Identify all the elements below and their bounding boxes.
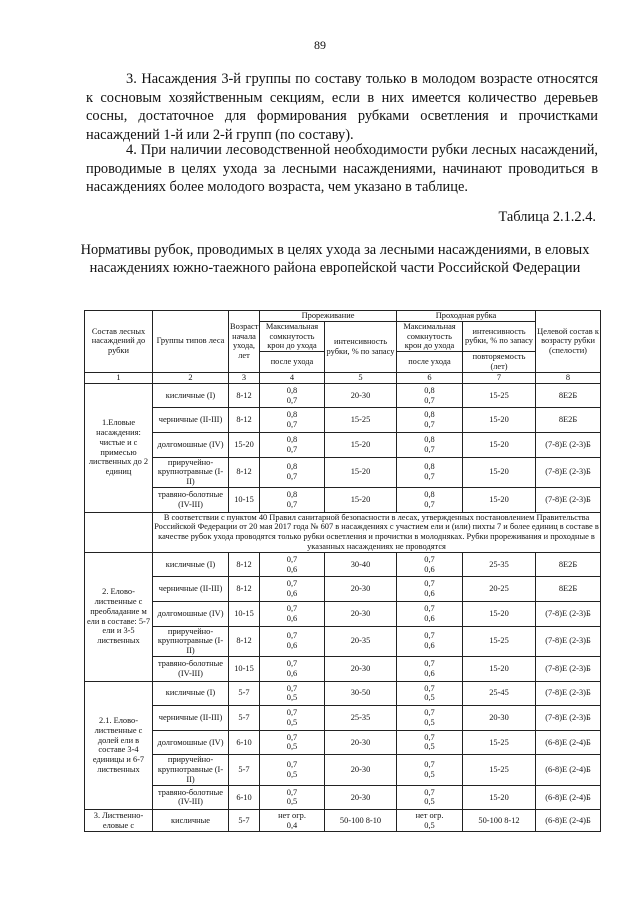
target-composition-cell: (7-8)Е (2-3)Б xyxy=(536,626,601,656)
table-row xyxy=(85,785,601,810)
norms-table xyxy=(84,310,601,832)
passage-density-cell-before: 0,8 xyxy=(424,462,435,472)
passage-density-cell-after: 0,5 xyxy=(424,769,435,779)
thinning-intensity-cell: 20-30 xyxy=(325,785,397,810)
passage-density-cell xyxy=(397,706,463,731)
target-composition-cell: (6-8)Е (2-4)Б xyxy=(536,785,601,810)
age-start-cell: 15-20 xyxy=(229,432,260,457)
target-composition-cell: 8Е2Б xyxy=(536,383,601,408)
table-reference: Таблица 2.1.2.4. xyxy=(498,209,596,225)
passage-intensity-cell: 15-25 xyxy=(463,730,536,755)
age-start-cell: 10-15 xyxy=(229,656,260,681)
thinning-density-cell xyxy=(260,681,325,706)
age-start-cell: 8-12 xyxy=(229,577,260,602)
age-start-cell: 6-10 xyxy=(229,785,260,810)
table-title: Нормативы рубок, проводимых в целях ухода за лесными насаждениями, в еловых насаждениях южно-таежного района европейской части Российской Федерации xyxy=(80,242,590,277)
passage-density-cell-after: 0,7 xyxy=(424,444,435,454)
col-number: 5 xyxy=(325,372,397,383)
age-start-cell: 8-12 xyxy=(229,626,260,656)
forest-type-cell: приручейно-крупнотравные (I-II) xyxy=(153,626,229,656)
target-composition-cell: 8Е2Б xyxy=(536,552,601,577)
table-row xyxy=(85,656,601,681)
header-thinning: Прореживание xyxy=(260,311,397,322)
thinning-density-cell xyxy=(260,755,325,785)
passage-density-cell-after: 0,7 xyxy=(424,395,435,405)
age-start-cell: 6-10 xyxy=(229,730,260,755)
passage-density-cell-before: 0,7 xyxy=(424,683,435,693)
passage-density-cell xyxy=(397,457,463,487)
composition-cell: 2. Елово-лиственные с преобладание м ели в составе: 5-7 ели и 3-5 лиственных xyxy=(85,552,153,681)
passage-density-cell-after: 0,7 xyxy=(424,420,435,430)
passage-density-cell-after: 0,5 xyxy=(424,717,435,727)
col-number: 8 xyxy=(536,372,601,383)
age-start-cell: 8-12 xyxy=(229,408,260,433)
thinning-intensity-cell: 25-35 xyxy=(325,706,397,731)
thinning-density-cell-after: 0,5 xyxy=(286,742,298,752)
thinning-intensity-cell: 20-30 xyxy=(325,383,397,408)
passage-density-cell-before: 0,7 xyxy=(424,787,435,797)
table-row xyxy=(85,730,601,755)
table-row xyxy=(85,552,601,577)
thinning-intensity-cell: 20-30 xyxy=(325,601,397,626)
passage-intensity-cell: 15-20 xyxy=(463,487,536,512)
thinning-density-cell xyxy=(260,457,325,487)
passage-density-cell-after: 0,6 xyxy=(424,641,435,651)
forest-type-cell: черничные (II-III) xyxy=(153,577,229,602)
note-row xyxy=(85,512,601,552)
paragraph-4-text: 4. При наличии лесоводственной необходимости рубки лесных насаждений, проводимые в целях ухода за лесными насаждениями, начинают проводиться в насаждениях более молодого возраста, чем указано в таблице. xyxy=(86,142,598,196)
thinning-density-cell-before: 0,7 xyxy=(286,631,298,641)
thinning-density-cell xyxy=(260,730,325,755)
table-row xyxy=(85,601,601,626)
passage-density-cell xyxy=(397,432,463,457)
target-composition-cell: (6-8)Е (2-4)Б xyxy=(536,730,601,755)
passage-density-cell xyxy=(397,785,463,810)
thinning-density-cell-after: 0,7 xyxy=(286,472,298,482)
passage-intensity-cell: 25-45 xyxy=(463,681,536,706)
target-composition-cell: 8Е2Б xyxy=(536,408,601,433)
header-t-intensity: интенсивность рубки, % по запасу xyxy=(325,321,397,372)
header-target: Целевой состав к возрасту рубки (спелости) xyxy=(536,311,601,373)
column-numbers-row xyxy=(85,372,601,383)
passage-density-cell-before: 0,7 xyxy=(424,603,435,613)
thinning-intensity-cell: 20-30 xyxy=(325,577,397,602)
thinning-density-cell xyxy=(260,577,325,602)
thinning-density-cell-before: 0,8 xyxy=(286,489,298,499)
col-number: 3 xyxy=(229,372,260,383)
passage-intensity-cell: 20-30 xyxy=(463,706,536,731)
passage-density-cell-after: 0,5 xyxy=(424,742,435,752)
target-composition-cell: (7-8)Е (2-3)Б xyxy=(536,601,601,626)
table-header xyxy=(85,311,601,384)
target-composition-cell: (6-8)Е (2-4)Б xyxy=(536,755,601,785)
thinning-density-cell-before: 0,7 xyxy=(286,579,298,589)
header-forest-types: Группы типов леса xyxy=(153,311,229,373)
forest-type-cell: кисличные (I) xyxy=(153,552,229,577)
target-composition-cell: (7-8)Е (2-3)Б xyxy=(536,457,601,487)
forest-type-cell: кисличные (I) xyxy=(153,681,229,706)
header-t-max-density: Максимальная сомкнутость крон до ухода xyxy=(260,321,325,351)
passage-density-cell-before: 0,7 xyxy=(424,658,435,668)
passage-density-cell xyxy=(397,626,463,656)
thinning-density-cell-after: 0,5 xyxy=(286,797,298,807)
target-composition-cell: (6-8)Е (2-4)Б xyxy=(536,810,601,832)
sanitary-rules-note: В соответствии с пунктом 40 Правил санитарной безопасности в лесах, утвержденных постановлением Правительства Российской Федерации от 20 мая 2017 года № 607 в насаждениях с участием ели и (или) пихты 7 и более единиц в составе в качестве рубок ухода проводятся только рубки осветления и прочистки в молодняках. Рубки прореживания и проходные в указанных насаждениях не проводятся xyxy=(154,512,599,551)
header-composition: Состав лесных насаждений до рубки xyxy=(85,311,153,373)
thinning-intensity-cell: 15-20 xyxy=(325,457,397,487)
thinning-density-cell-before: 0,8 xyxy=(286,410,298,420)
table-row xyxy=(85,408,601,433)
thinning-density-cell-after: 0,6 xyxy=(286,589,298,599)
thinning-density-cell-before: 0,7 xyxy=(286,554,298,564)
passage-density-cell xyxy=(397,755,463,785)
passage-density-cell-before: 0,8 xyxy=(424,385,435,395)
thinning-density-cell-after: 0,4 xyxy=(286,820,298,830)
thinning-intensity-cell: 20-35 xyxy=(325,626,397,656)
header-passage: Проходная рубка xyxy=(397,311,536,322)
passage-density-cell xyxy=(397,577,463,602)
passage-density-cell-after: 0,7 xyxy=(424,472,435,482)
target-composition-cell: (7-8)Е (2-3)Б xyxy=(536,706,601,731)
age-start-cell: 8-12 xyxy=(229,457,260,487)
passage-density-cell-after: 0,7 xyxy=(424,499,435,509)
passage-density-cell xyxy=(397,487,463,512)
age-start-cell: 5-7 xyxy=(229,755,260,785)
passage-intensity-cell: 15-20 xyxy=(463,432,536,457)
forest-type-cell: кисличные (I) xyxy=(153,383,229,408)
passage-intensity-cell: 15-20 xyxy=(463,408,536,433)
thinning-density-cell-after: 0,7 xyxy=(286,444,298,454)
passage-density-cell xyxy=(397,408,463,433)
thinning-density-cell xyxy=(260,601,325,626)
target-composition-cell: (7-8)Е (2-3)Б xyxy=(536,487,601,512)
thinning-intensity-cell: 30-40 xyxy=(325,552,397,577)
forest-type-cell: черничные (II-III) xyxy=(153,706,229,731)
header-age-start: Возраст начала ухода, лет xyxy=(229,311,260,373)
forest-type-cell: долгомошные (IV) xyxy=(153,730,229,755)
thinning-density-cell-after: 0,7 xyxy=(286,395,298,405)
passage-density-cell-before: 0,7 xyxy=(424,760,435,770)
passage-density-cell-after: 0,6 xyxy=(424,613,435,623)
passage-intensity-cell: 15-20 xyxy=(463,601,536,626)
table-row xyxy=(85,810,601,832)
thinning-density-cell-before: 0,7 xyxy=(286,683,298,693)
age-start-cell: 10-15 xyxy=(229,487,260,512)
table-row xyxy=(85,457,601,487)
passage-density-cell xyxy=(397,601,463,626)
col-number: 2 xyxy=(153,372,229,383)
thinning-density-cell-after: 0,6 xyxy=(286,668,298,678)
page-number: 89 xyxy=(314,38,326,52)
table-row xyxy=(85,755,601,785)
forest-type-cell: долгомошные (IV) xyxy=(153,432,229,457)
thinning-density-cell xyxy=(260,552,325,577)
header-p-after: после ухода xyxy=(397,352,463,373)
passage-density-cell xyxy=(397,552,463,577)
passage-density-cell-before: 0,7 xyxy=(424,708,435,718)
passage-density-cell xyxy=(397,730,463,755)
thinning-density-cell-before: 0,7 xyxy=(286,603,298,613)
table-row xyxy=(85,681,601,706)
thinning-density-cell xyxy=(260,487,325,512)
thinning-density-cell xyxy=(260,626,325,656)
thinning-density-cell-after: 0,7 xyxy=(286,420,298,430)
age-start-cell: 5-7 xyxy=(229,810,260,832)
forest-type-cell: кисличные xyxy=(153,810,229,832)
table-row xyxy=(85,626,601,656)
table-row xyxy=(85,577,601,602)
composition-cell: 2.1. Елово-лиственные с долей ели в составе 3-4 единицы и 6-7 лиственных xyxy=(85,681,153,810)
passage-intensity-cell: 15-20 xyxy=(463,457,536,487)
passage-intensity-cell: 15-25 xyxy=(463,626,536,656)
passage-density-cell xyxy=(397,656,463,681)
table-row xyxy=(85,706,601,731)
forest-type-cell: долгомошные (IV) xyxy=(153,601,229,626)
thinning-intensity-cell: 30-50 xyxy=(325,681,397,706)
passage-density-cell xyxy=(397,681,463,706)
thinning-intensity-cell: 20-30 xyxy=(325,730,397,755)
col-number: 6 xyxy=(397,372,463,383)
thinning-density-cell-before: 0,7 xyxy=(286,760,298,770)
passage-intensity-cell: 50-100 8-12 xyxy=(463,810,536,832)
thinning-intensity-cell: 15-25 xyxy=(325,408,397,433)
composition-cell: 3. Лиственно-еловые с xyxy=(85,810,153,832)
thinning-density-cell-before: 0,7 xyxy=(286,708,298,718)
passage-intensity-cell: 15-20 xyxy=(463,656,536,681)
header-p-max-density: Максимальная сомкнутость крон до ухода xyxy=(397,321,463,351)
age-start-cell: 5-7 xyxy=(229,706,260,731)
thinning-density-cell-after: 0,5 xyxy=(286,693,298,703)
thinning-density-cell-before: нет огр. xyxy=(278,810,306,820)
thinning-intensity-cell: 15-20 xyxy=(325,432,397,457)
thinning-density-cell xyxy=(260,810,325,832)
age-start-cell: 8-12 xyxy=(229,552,260,577)
thinning-density-cell xyxy=(260,785,325,810)
passage-intensity-cell: 15-20 xyxy=(463,785,536,810)
thinning-density-cell-after: 0,5 xyxy=(286,717,298,727)
header-p-intensity: интенсивность рубки, % по запасу xyxy=(463,321,536,351)
passage-density-cell xyxy=(397,810,463,832)
passage-density-cell-before: 0,8 xyxy=(424,489,435,499)
forest-type-cell: черничные (II-III) xyxy=(153,408,229,433)
thinning-density-cell xyxy=(260,432,325,457)
passage-intensity-cell: 20-25 xyxy=(463,577,536,602)
thinning-density-cell xyxy=(260,706,325,731)
passage-intensity-cell: 15-25 xyxy=(463,383,536,408)
passage-density-cell-after: 0,5 xyxy=(424,693,435,703)
passage-density-cell-before: 0,7 xyxy=(424,732,435,742)
thinning-intensity-cell: 50-100 8-10 xyxy=(325,810,397,832)
thinning-density-cell-before: 0,8 xyxy=(286,385,298,395)
table-body xyxy=(85,383,601,831)
note-spacer xyxy=(85,512,153,552)
age-start-cell: 5-7 xyxy=(229,681,260,706)
forest-type-cell: травяно-болотные (IV-III) xyxy=(153,487,229,512)
forest-type-cell: приручейно-крупнотравные (I-II) xyxy=(153,457,229,487)
passage-density-cell-after: 0,6 xyxy=(424,668,435,678)
passage-density-cell-before: 0,7 xyxy=(424,631,435,641)
composition-cell: 1.Еловые насаждения: чистые и с примесью лиственных до 2 единиц xyxy=(85,383,153,512)
passage-density-cell-before: 0,7 xyxy=(424,554,435,564)
col-number: 1 xyxy=(85,372,153,383)
header-p-repeat: повторяемость (лет) xyxy=(463,352,536,373)
table-row xyxy=(85,383,601,408)
passage-density-cell-after: 0,5 xyxy=(424,820,435,830)
thinning-density-cell xyxy=(260,408,325,433)
thinning-intensity-cell: 15-20 xyxy=(325,487,397,512)
thinning-intensity-cell: 20-30 xyxy=(325,656,397,681)
passage-density-cell-before: 0,8 xyxy=(424,410,435,420)
thinning-density-cell xyxy=(260,656,325,681)
forest-type-cell: травяно-болотные (IV-III) xyxy=(153,785,229,810)
thinning-density-cell-after: 0,5 xyxy=(286,769,298,779)
passage-density-cell-before: нет огр. xyxy=(415,810,444,820)
table-row xyxy=(85,432,601,457)
header-t-after: после ухода xyxy=(260,352,325,373)
forest-type-cell: травяно-болотные (IV-III) xyxy=(153,656,229,681)
thinning-density-cell-before: 0,7 xyxy=(286,787,298,797)
forest-type-cell: приручейно-крупнотравные (I-II) xyxy=(153,755,229,785)
col-number: 7 xyxy=(463,372,536,383)
target-composition-cell: 8Е2Б xyxy=(536,577,601,602)
target-composition-cell: (7-8)Е (2-3)Б xyxy=(536,681,601,706)
age-start-cell: 10-15 xyxy=(229,601,260,626)
target-composition-cell: (7-8)Е (2-3)Б xyxy=(536,656,601,681)
passage-intensity-cell: 15-25 xyxy=(463,755,536,785)
table-row xyxy=(85,487,601,512)
thinning-density-cell-after: 0,6 xyxy=(286,641,298,651)
age-start-cell: 8-12 xyxy=(229,383,260,408)
passage-density-cell xyxy=(397,383,463,408)
thinning-intensity-cell: 20-30 xyxy=(325,755,397,785)
thinning-density-cell-after: 0,6 xyxy=(286,613,298,623)
passage-density-cell-after: 0,6 xyxy=(424,589,435,599)
thinning-density-cell-before: 0,8 xyxy=(286,462,298,472)
paragraph-4 xyxy=(86,141,598,197)
passage-density-cell-after: 0,6 xyxy=(424,564,435,574)
passage-density-cell-before: 0,7 xyxy=(424,579,435,589)
col-number: 4 xyxy=(260,372,325,383)
thinning-density-cell xyxy=(260,383,325,408)
thinning-density-cell-before: 0,8 xyxy=(286,434,298,444)
passage-intensity-cell: 25-35 xyxy=(463,552,536,577)
target-composition-cell: (7-8)Е (2-3)Б xyxy=(536,432,601,457)
thinning-density-cell-after: 0,6 xyxy=(286,564,298,574)
paragraph-3-text: 3. Насаждения 3-й группы по составу только в молодом возрасте относятся к сосновым хозяйственным секциям, если в них имеется количество деревьев сосны, достаточное для формирования рубками осветления и прочистками насаждений 1-й или 2-й групп (по составу). xyxy=(86,71,598,143)
thinning-density-cell-before: 0,7 xyxy=(286,732,298,742)
passage-density-cell-after: 0,5 xyxy=(424,797,435,807)
passage-density-cell-before: 0,8 xyxy=(424,434,435,444)
thinning-density-cell-after: 0,7 xyxy=(286,499,298,509)
thinning-density-cell-before: 0,7 xyxy=(286,658,298,668)
paragraph-3 xyxy=(86,70,598,144)
